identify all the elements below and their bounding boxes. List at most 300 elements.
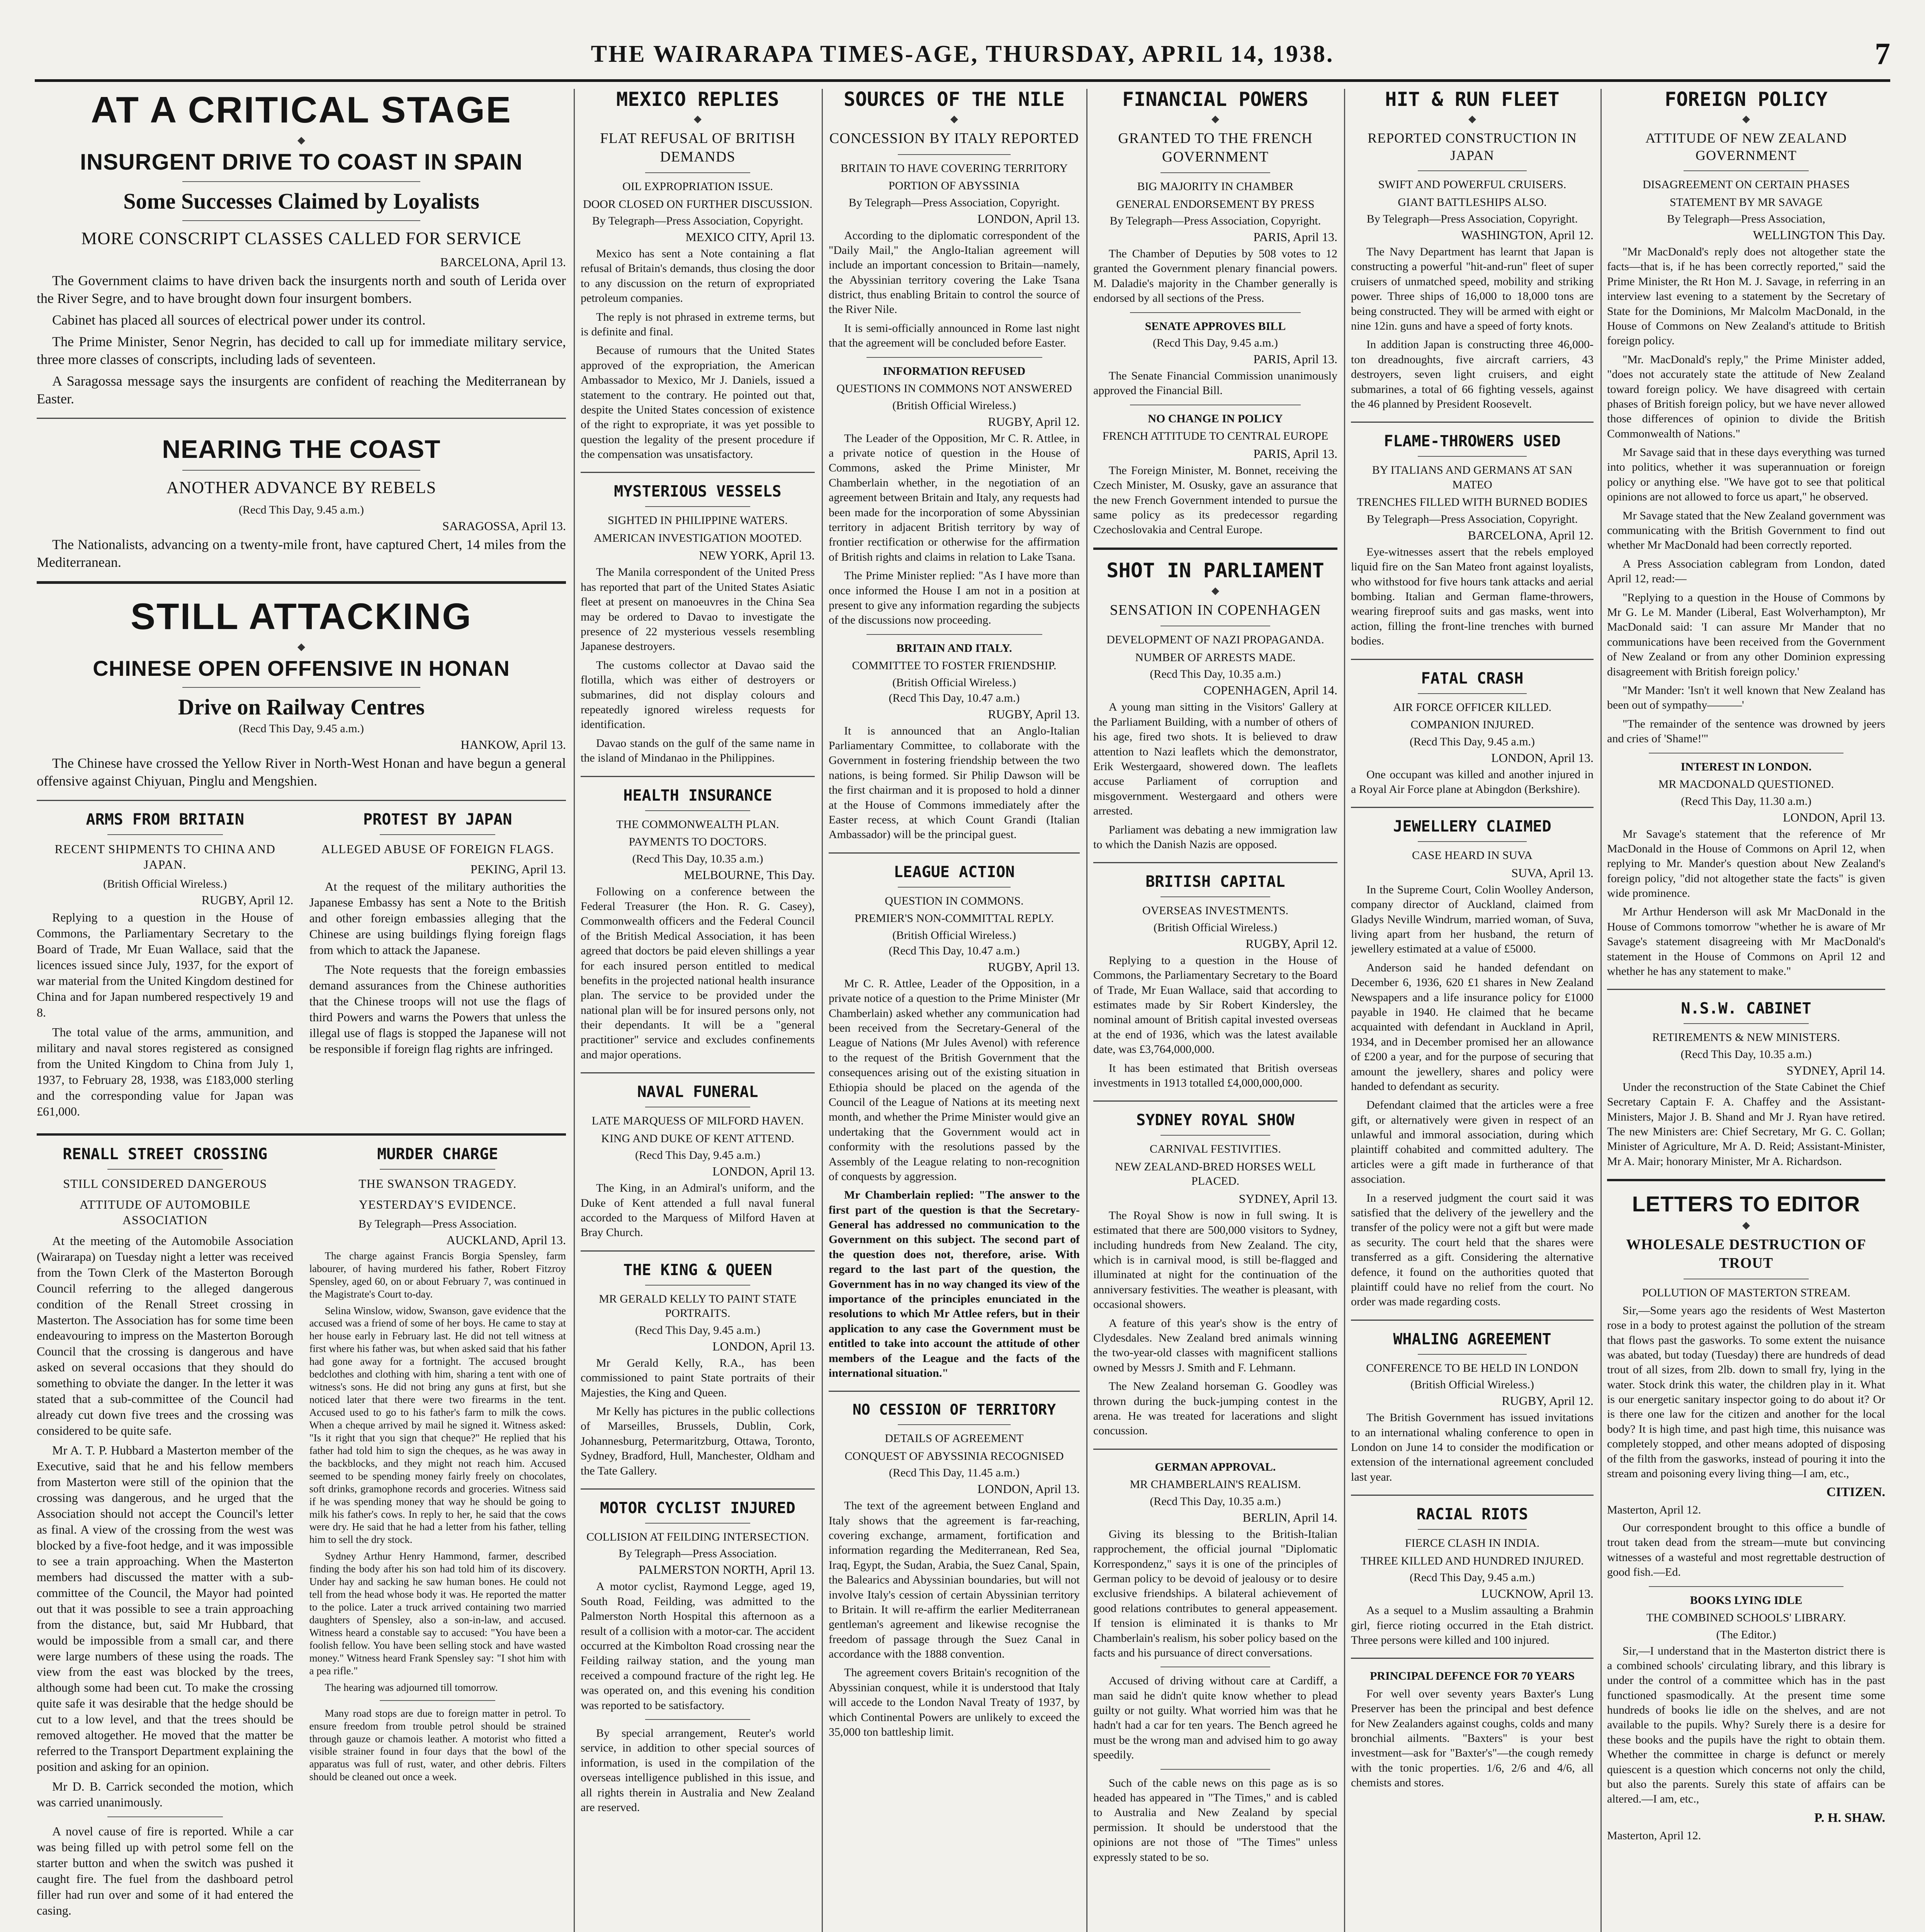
divider-ornament: ◆	[1742, 1219, 1750, 1231]
subheadline: FLAT REFUSAL OF BRITISH DEMANDS	[600, 130, 795, 165]
subheadline: AIR FORCE OFFICER KILLED.	[1393, 701, 1552, 714]
divider	[829, 852, 1080, 854]
subheadline: DEVELOPMENT OF NAZI PROPAGANDA.	[1106, 633, 1324, 646]
received-time: (Recd This Day, 9.45 a.m.)	[238, 503, 364, 517]
subheadline: NUMBER OF ARRESTS MADE.	[1135, 651, 1296, 664]
article-foreign-policy	[1607, 89, 1885, 747]
article-principal-defence	[1351, 1669, 1594, 1790]
article-britain-italy	[829, 641, 1080, 842]
headline: LETTERS TO EDITOR	[1632, 1192, 1860, 1216]
received-time: (Recd This Day, 10.47 a.m.)	[889, 944, 1020, 957]
paragraph: At the request of the military authorities the Japanese Embassy has sent a Note to the British and other foreign embassies alleging that the Chinese are using buildings flying foreign flags from which to attack the Japanese.	[309, 879, 566, 957]
subheadline: ALLEGED ABUSE OF FOREIGN FLAGS.	[321, 842, 554, 856]
paragraph: The Leader of the Opposition, Mr C. R. Attlee, in a private notice of question in the House of Commons, asked the Prime Minister, Mr Chamberlain whether, in the negotiation of an agreement between Britain and Italy, any requests had been made for the incorporation of some Abyssinian territory in adjacent British territory by way of frontier rectification or otherwise for the affirmation of British rights and claims in relation to Lake Tsana.	[829, 432, 1080, 563]
subheadline: DOOR CLOSED ON FURTHER DISCUSSION.	[583, 197, 813, 211]
divider	[182, 220, 421, 221]
paragraph: Such of the cable news on this page as is so headed has appeared in "The Times," and is cabled to Australia and New Zealand by special permission. It should be understood that the opinions are not those of "The Times" unless expressly stated to be so.	[1093, 1776, 1337, 1864]
dateline: PARIS, April 13.	[1253, 352, 1337, 366]
headline: BOOKS LYING IDLE	[1690, 1594, 1803, 1607]
article-still-attacking	[37, 595, 566, 790]
source: (British Official Wireless.)	[103, 878, 227, 891]
subheadline: ANOTHER ADVANCE BY REBELS	[166, 478, 437, 497]
article-no-change	[1093, 412, 1337, 537]
subheadline: STILL CONSIDERED DANGEROUS	[63, 1176, 267, 1190]
subheadline: BY ITALIANS AND GERMANS AT SAN MATEO	[1372, 464, 1573, 491]
subheadline: QUESTIONS IN COMMONS NOT ANSWERED	[836, 382, 1072, 395]
paragraph: The Royal Show is now in full swing. It is estimated that there are 500,000 visitors to Sydney, including hundreds from New Zealand. The city, which is in carnival mood, is still be-flagged and illuminated at night for the continuation of the anniversary festivities. The weather is pleasant, with occasional showers.	[1093, 1209, 1337, 1311]
paragraph: The Senate Financial Commission unanimously approved the Financial Bill.	[1093, 369, 1337, 397]
dateline: HANKOW, April 13.	[460, 738, 566, 752]
divider	[1130, 312, 1301, 313]
headline: MURDER CHARGE	[377, 1145, 498, 1163]
paragraph: Mr Arthur Henderson will ask Mr MacDonald in the House of Commons tomorrow "whether he is aware of Mr Savage's statement disagreeing with Mr MacDonald's statement in the House of Commons on April 12 and whether he has any statement to make."	[1607, 905, 1885, 978]
dateline: BERLIN, April 14.	[1242, 1510, 1337, 1524]
dateline: RUGBY, April 12.	[1245, 936, 1337, 951]
article-shot-in-parliament	[1093, 560, 1337, 852]
dateline: AUCKLAND, April 13.	[446, 1233, 566, 1247]
paragraph: By special arrangement, Reuter's world service, in addition to other special sources of information, is used in the compilation of the overseas intelligence published in this issue, and all rights therein in Australia and New Zealand are reserved.	[581, 1726, 815, 1814]
subheadline: GIANT BATTLESHIPS ALSO.	[1398, 196, 1547, 209]
subheadline: CONCESSION BY ITALY REPORTED	[829, 130, 1079, 146]
source: By Telegraph—Press Association, Copyright.	[1366, 512, 1578, 526]
paragraph: "Mr. MacDonald's reply," the Prime Minister added, "does not accurately state the attitude of New Zealand toward foreign policy. We have disagreed with certain phases of British foreign policy, but we have never allowed those differences of opinion to divide the British Commonwealth of Nations."	[1607, 353, 1885, 440]
headline: THE KING & QUEEN	[623, 1261, 772, 1279]
subheadline: RECENT SHIPMENTS TO CHINA AND JAPAN.	[54, 842, 275, 872]
divider	[1160, 896, 1270, 897]
source: (British Official Wireless.)	[1410, 1378, 1534, 1391]
paragraph: In the Supreme Court, Colin Woolley Anderson, company director of Auckland, claimed from Gladys Neville Windrum, married woman, of Suva, living apart from her husband, the return of jewellery estimated at a value of £5000.	[1351, 883, 1594, 956]
headline: NEARING THE COAST	[162, 435, 441, 464]
subheadline: FRENCH ATTITUDE TO CENTRAL EUROPE	[1102, 430, 1329, 443]
source: By Telegraph—Press Association.	[358, 1217, 517, 1230]
paragraph: The King, in an Admiral's uniform, and the Duke of Kent attended a full naval funeral accorded to the Marquess of Milford Haven at Bray Church.	[581, 1182, 815, 1239]
divider	[581, 472, 815, 473]
column-1	[37, 89, 566, 1932]
divider	[1418, 1529, 1527, 1530]
divider-ornament: ◆	[950, 113, 958, 124]
divider	[1093, 1100, 1337, 1102]
divider	[1418, 170, 1527, 171]
subheadline: CHINESE OPEN OFFENSIVE IN HONAN	[93, 656, 510, 681]
paragraph: The text of the agreement between England and Italy shows that the agreement is far-reaching, covering exchange, armament, fortification and information regarding the Mediterranean, Red Sea, Iraq, Egypt, the Sudan, Arabia, the Suez Canal, Spain, the Balearics and Abyssinian boundaries, but will not involve Italy's cession of certain Abyssinian territory to Britain. It will re-affirm the earlier Mediterranean gentleman's agreement and likewise recognise the freedom of passage through the Suez Canal in accordance with the 1888 convention.	[829, 1499, 1080, 1661]
two-column-block	[37, 811, 566, 1123]
divider	[645, 506, 751, 507]
subheadline: COMMITTEE TO FOSTER FRIENDSHIP.	[852, 659, 1057, 672]
headline: NO CESSION OF TERRITORY	[852, 1401, 1056, 1418]
divider	[1160, 1769, 1270, 1770]
paragraph: "Replying to a question in the House of Commons by Mr G. Le M. Mander (Liberal, East Wolverhampton), Mr MacDonald said: 'I can assure Mr Mander that no communications have been received from the Government of New Zealand or from any other Dominion expressing disagreement with British foreign policy.'	[1607, 591, 1885, 678]
article-critical-stage	[37, 89, 566, 408]
subheadline: OVERSEAS INVESTMENTS.	[1142, 904, 1289, 917]
source: (British Official Wireless.)	[892, 399, 1016, 412]
paragraph: "Mr MacDonald's reply does not altogether state the facts—that is, if he has been correctly reported," said the Prime Minister, the Rt Hon M. J. Savage, in referring in an interview last evening to a statement by the Secretary of State for the Dominions, Mr Malcolm MacDonald, in the House of Commons on New Zealand's attitude to British foreign policy.	[1607, 245, 1885, 347]
divider	[867, 357, 1042, 358]
divider	[645, 172, 751, 173]
paragraph: A young man sitting in the Visitors' Gallery at the Parliament Building, with a number of others of his age, fired two shots. It is believed to draw attention to Nazi leaflets which the demonstrator, Erik Westergaard, showered down. The leaflets accuse Parliament of corruption and misgovernment. Westergaard and others were arrested.	[1093, 701, 1337, 818]
headline: MOTOR CYCLIST INJURED	[600, 1499, 795, 1517]
paragraph: It is semi-officially announced in Rome last night that the agreement will be concluded before Easter.	[829, 321, 1080, 350]
subheadline: LATE MARQUESS OF MILFORD HAVEN.	[591, 1114, 804, 1128]
subheadline: CONQUEST OF ABYSSINIA RECOGNISED	[844, 1449, 1064, 1463]
signature: P. H. SHAW.	[1814, 1810, 1885, 1825]
subheadline: REPORTED CONSTRUCTION IN JAPAN	[1368, 130, 1577, 163]
dateline: PARIS, April 13.	[1253, 230, 1337, 244]
paragraph: The New Zealand horseman G. Goodley was thrown during the buck-jumping contest in the arena. He was treated for lacerations and slight concussion.	[1093, 1380, 1337, 1437]
divider	[898, 1424, 1011, 1425]
subheadline: CONFERENCE TO BE HELD IN LONDON	[1366, 1361, 1578, 1374]
subheadline: PORTION OF ABYSSINIA	[889, 179, 1020, 192]
column-6	[1607, 89, 1885, 1932]
divider-ornament: ◆	[1468, 113, 1476, 124]
article-hit-run-fleet	[1351, 89, 1594, 412]
source: By Telegraph—Press Association.	[618, 1547, 777, 1560]
newspaper-title: THE WAIRARAPA TIMES-AGE, THURSDAY, APRIL 14, 1938.	[591, 41, 1334, 67]
paragraph: The agreement covers Britain's recognition of the Abyssinian conquest, while it is understood that Italy will accede to the London Naval Treaty of 1937, by which Continental Powers are unlikely to exceed the 35,000 ton battleship limit.	[829, 1666, 1080, 1739]
two-column-block	[37, 1146, 566, 1922]
masthead	[35, 37, 1890, 82]
divider	[37, 581, 566, 584]
divider	[380, 1700, 495, 1701]
divider-ornament: ◆	[1211, 585, 1219, 596]
divider-ornament: ◆	[297, 134, 305, 146]
source: By Telegraph—Press Association,	[1667, 213, 1825, 225]
paragraph: The Prime Minister replied: "As I have more than once informed the House I am not in a position at present to give any information regarding the subjects of the discussions now proceeding.	[829, 569, 1080, 627]
subheadline: COMPANION INJURED.	[1410, 718, 1534, 731]
divider	[1351, 659, 1594, 660]
divider	[1418, 1354, 1527, 1355]
divider	[898, 154, 1011, 155]
article-motor-cyclist	[581, 1500, 815, 1815]
divider	[867, 634, 1042, 635]
headline: STILL ATTACKING	[130, 596, 472, 638]
paragraph: Parliament was debating a new immigration law to which the Danish Nazis are opposed.	[1093, 823, 1337, 851]
article-mysterious-vessels	[581, 483, 815, 765]
paragraph: Accused of driving without care at Cardiff, a man said he didn't quite know whether to plead guilty or not guilty. What worried him was that he hadn't had a car for ten years. The Bench agreed he must be the wrong man and advised him to go away speedily.	[1093, 1674, 1337, 1762]
dateline: SYDNEY, April 13.	[1239, 1191, 1337, 1206]
divider	[1351, 1658, 1594, 1659]
headline: AT A CRITICAL STAGE	[91, 89, 512, 131]
column-rule	[1086, 89, 1087, 1932]
subheadline: MR CHAMBERLAIN'S REALISM.	[1130, 1478, 1301, 1491]
headline: FLAME-THROWERS USED	[1384, 432, 1561, 451]
subheadline: MR MACDONALD QUESTIONED.	[1658, 778, 1834, 791]
dateline: LONDON, April 13.	[1491, 750, 1594, 765]
paragraph: The total value of the arms, ammunition, and military and naval stores registered as consigned from the United Kingdom to China from July 1, 1937, to February 28, 1938, was £183,000 sterling and the corresponding value for Japan was £61,000.	[37, 1025, 294, 1118]
subheadline: CASE HEARD IN SUVA	[1412, 849, 1533, 862]
subheadline: BRITAIN TO HAVE COVERING TERRITORY	[840, 162, 1068, 175]
divider	[37, 800, 566, 801]
column-3	[829, 89, 1080, 1932]
divider-ornament: ◆	[1742, 113, 1750, 124]
article-league-action	[829, 864, 1080, 1381]
subheadline: YESTERDAY'S EVIDENCE.	[358, 1197, 517, 1211]
divider	[898, 887, 1011, 888]
divider	[1607, 989, 1885, 990]
paragraph: As a sequel to a Muslim assaulting a Brahmin girl, fierce rioting occurred in the Etah district. Three persons were killed and 100 injured.	[1351, 1604, 1594, 1646]
article-mexico-replies	[581, 89, 815, 462]
source: By Telegraph—Press Association, Copyright.	[1366, 213, 1578, 225]
paragraph: One occupant was killed and another injured in a Royal Air Force plane at Abingdon (Berkshire).	[1351, 768, 1594, 796]
paragraph: It has been estimated that British overseas investments in 1913 totalled £4,000,000,000.	[1093, 1061, 1337, 1090]
paragraph: The customs collector at Davao said the flotilla, which was either of destroyers or submarines, did not display colours and repeatedly ignored wireless requests for identification.	[581, 658, 815, 731]
subheadline: GENERAL ENDORSEMENT BY PRESS	[1116, 197, 1315, 211]
dateline: BARCELONA, April 13.	[440, 255, 566, 269]
paragraph: The Chinese have crossed the Yellow River in North-West Honan and have begun a general offensive against Chiyuan, Pinglu and Mengshien.	[37, 755, 566, 789]
paragraph: Sir,—Some years ago the residents of West Masterton rose in a body to protest against the pollution of the stream that flows past the gasworks. To some extent the nuisance was abated, but today (Tuesday) there are hundreds of dead trout of all sizes, from 2lb. down to small fry, lying in the water. Stock drink this water, the children play in it. What is our energetic sanitary inspector going to do about it? Or is there one law for the citizen and another for the local body? It is high time, and past high time, this nuisance was completely stopped, and other means adopted of disposing of the filth from the gasworks, instead of pouring it into the stream and poisoning every living thing—I am, etc.,	[1607, 1304, 1885, 1480]
paragraph: For well over seventy years Baxter's Lung Preserver has been the principal and best defence for New Zealanders against coughs, colds and many bronchial ailments. "Baxters" is your best investment—ask for "Baxter's"—the cough remedy with the tonic properties. 1/6, 2/6 and 4/6, all chemists and stores.	[1351, 1687, 1594, 1789]
column-rule	[822, 89, 823, 1932]
column-4	[1093, 89, 1337, 1932]
dateline: RUGBY, April 12.	[988, 414, 1080, 429]
divider-ornament: ◆	[297, 641, 305, 653]
received-time: (Recd This Day, 10.47 a.m.)	[889, 691, 1020, 704]
dateline: RUGBY, April 12.	[201, 893, 294, 907]
divider	[1684, 170, 1809, 171]
article-flame-throwers	[1351, 433, 1594, 648]
divider	[182, 470, 421, 471]
subheadline: STATEMENT BY MR SAVAGE	[1670, 196, 1823, 209]
divider	[1418, 456, 1527, 457]
paragraph: The British Government has issued invitations to an international whaling conference to open in London on June 14 to consider the modification or extension of the international agreement concluded last year.	[1351, 1411, 1594, 1483]
paragraph: Mr Savage's statement that the reference of Mr MacDonald in the House of Commons on April 12, when replying to Mr. Mander's question about New Zealand's foreign policy, "did not altogether state the facts" is given wide prominence.	[1607, 827, 1885, 900]
column-5	[1351, 89, 1594, 1932]
subheadline: SENSATION IN COPENHAGEN	[1109, 602, 1321, 618]
editor-note: Our correspondent brought to this office a bundle of trout taken dead from the stream—mute but convincing witnesses of a wasteful and most regrettable destruction of good fish.—Ed.	[1607, 1521, 1885, 1579]
divider	[581, 1488, 815, 1490]
headline: HIT & RUN FLEET	[1385, 89, 1560, 111]
paragraph: The Foreign Minister, M. Bonnet, receiving the Czech Minister, M. Osusky, gave an assurance that the new French Government intended to pursue the same policy as its predecessor regarding Czechoslovakia and Central Europe.	[1093, 464, 1337, 536]
subheadline: INSURGENT DRIVE TO COAST IN SPAIN	[80, 150, 523, 175]
article-renall-street	[37, 1146, 293, 1922]
subheadline: GRANTED TO THE FRENCH GOVERNMENT	[1118, 130, 1313, 165]
paragraph: Replying to a question in the House of Commons, the Parliamentary Secretary to the Board of Trade, Mr Euan Wallace, said that according to estimates made by Sir Robert Kindersley, the nominal amount of British capital invested overseas at the end of 1936, which was the latest available date, was £3,764,000,000.	[1093, 954, 1337, 1056]
divider-ornament: ◆	[1211, 113, 1219, 124]
divider	[1093, 1449, 1337, 1450]
paragraph: Mr C. R. Attlee, Leader of the Opposition, in a private notice of a question to the Prime Minister (Mr Chamberlain) asked whether any communication had been received from the Secretary-General of the League of Nations (Mr Jules Avenol) with reference to the request of the British Government that the consequences arising out of the existing situation in Ethiopia should be placed on the agenda of the Council of the League of Nations at its meeting next month, and whether the Prime Minister would give an undertaking that the Government would act in conformity with the resolutions passed by the Assembly of the League relating to non-recognition of conquests by aggression.	[829, 977, 1080, 1183]
letter-date: Masterton, April 12.	[1607, 1829, 1701, 1842]
headline: PRINCIPAL DEFENCE FOR 70 YEARS	[1369, 1670, 1575, 1683]
headline: SHOT IN PARLIAMENT	[1106, 559, 1324, 582]
subheadline: PREMIER'S NON-COMMITTAL REPLY.	[855, 912, 1054, 925]
paragraph: Mr Kelly has pictures in the public collections of Marseilles, Brussels, Dublin, Cork, Johannesburg, Petermaritzburg, Ottawa, Toronto, Sydney, Bradford, Hull, Manchester, Oldham and the Tate Gallery.	[581, 1405, 815, 1477]
dateline: MEXICO CITY, April 13.	[685, 230, 815, 244]
article-jewellery-claimed	[1351, 818, 1594, 1309]
divider	[1351, 422, 1594, 423]
source: (British Official Wireless.)	[1153, 921, 1278, 934]
article-nsw-cabinet	[1607, 1000, 1885, 1169]
headline: GERMAN APPROVAL.	[1155, 1460, 1276, 1473]
divider	[1418, 841, 1527, 842]
subheadline: ATTITUDE OF AUTOMOBILE ASSOCIATION	[79, 1197, 251, 1227]
headline: SYDNEY ROYAL SHOW	[1136, 1111, 1295, 1129]
paragraph: A feature of this year's show is the entry of Clydesdales. New Zealand bred animals winning the two-year-old classes with magnificent stallions owned by Messrs J. Smith and F. Lehmann.	[1093, 1316, 1337, 1374]
divider	[1607, 1179, 1885, 1181]
dateline: SARAGOSSA, April 13.	[442, 519, 566, 533]
headline: MEXICO REPLIES	[616, 89, 779, 111]
column-rule	[1344, 89, 1345, 1932]
dateline: LONDON, April 13.	[712, 1339, 815, 1353]
paragraph: A novel cause of fire is reported. While a car was being filled up with petrol some fell on the starter button and when the switch was pushed it caught fire. The fuel from the dashboard petrol filler had run over and some of it had entered the casing.	[37, 1824, 294, 1917]
dateline: PARIS, April 13.	[1253, 446, 1337, 461]
dateline: WELLINGTON This Day.	[1753, 228, 1885, 242]
headline: SOURCES OF THE NILE	[844, 89, 1065, 111]
subheadline: MORE CONSCRIPT CLASSES CALLED FOR SERVICE	[81, 228, 522, 248]
subheadline: DISAGREEMENT ON CERTAIN PHASES	[1642, 178, 1850, 191]
signature: CITIZEN.	[1826, 1485, 1885, 1500]
subheadline: QUESTION IN COMMONS.	[885, 894, 1024, 907]
paragraph: The hearing was adjourned till tomorrow.	[325, 1681, 498, 1693]
received-time: (Recd This Day, 9.45 a.m.)	[635, 1149, 761, 1162]
column-2	[581, 89, 815, 1932]
paragraph: In a reserved judgment the court said it was satisfied that the delivery of the jewellery and the transfer of the policy were not a gift but were made as security. The court held that the shares were transferred as a gift. Considering the alternative defence, it found on the authorities quoted that plaintiff could have no relief from the court. No order was made regarding costs.	[1351, 1191, 1594, 1308]
page-number: 7	[1875, 37, 1890, 71]
subheadline: RETIREMENTS & NEW MINISTERS.	[1652, 1031, 1840, 1044]
source: By Telegraph—Press Association, Copyright.	[592, 214, 804, 227]
received-time: (Recd This Day, 9.45 a.m.)	[1152, 337, 1278, 350]
headline: BRITAIN AND ITALY.	[896, 641, 1012, 655]
paragraph: The Nationalists, advancing on a twenty-mile front, have captured Chert, 14 miles from the Mediterranean.	[37, 537, 566, 570]
article-king-queen	[581, 1262, 815, 1478]
subheadline: NEW ZEALAND-BRED HORSES WELL PLACED.	[1115, 1160, 1316, 1188]
received-time: (Recd This Day, 11.45 a.m.)	[889, 1466, 1019, 1480]
paragraph: Replying to a question in the House of Commons, the Parliamentary Secretary to the Board of Trade, Mr Euan Wallace, said that the licences issued since July, 1937, for the export of war material from the United Kingdom destined for China and for Japan numbered respectively 19 and 8.	[37, 910, 294, 1020]
divider	[581, 1250, 815, 1252]
divider	[1093, 862, 1337, 863]
divider-ornament: ◆	[694, 113, 702, 124]
headline: FATAL CRASH	[1421, 669, 1524, 687]
headline: JEWELLERY CLAIMED	[1393, 818, 1551, 836]
divider	[1418, 693, 1527, 694]
paragraph: The Chamber of Deputies by 508 votes to 12 granted the Government plenary financial powers. M. Daladie's majority in the Chamber generally is endorsed by all sections of the Press.	[1093, 247, 1337, 305]
subheadline: MR GERALD KELLY TO PAINT STATE PORTRAITS.	[599, 1292, 797, 1320]
dateline: RUGBY, April 13.	[988, 707, 1080, 721]
headline: FOREIGN POLICY	[1665, 89, 1828, 111]
divider	[37, 418, 566, 419]
dateline: SUVA, April 13.	[1511, 866, 1594, 880]
subheadline: THREE KILLED AND HUNDRED INJURED.	[1361, 1554, 1584, 1567]
dateline: COPENHAGEN, April 14.	[1203, 683, 1337, 697]
paragraph: Mr Gerald Kelly, R.A., has been commissioned to paint State portraits of their Majesties, the King and Queen.	[581, 1356, 815, 1399]
paragraph: "Mr Mander: 'Isn't it well known that New Zealand has been out of sympathy———'	[1607, 684, 1885, 712]
article-british-capital	[1093, 873, 1337, 1090]
paragraph: The charge against Francis Borgia Spensley, farm labourer, of having murdered his father, Robert Fitzroy Spensley, aged 60, on or about February 7, was continued in the Magistrate's Court to-day.	[309, 1250, 566, 1300]
divider	[182, 181, 421, 182]
letter-date: Masterton, April 12.	[1607, 1503, 1701, 1517]
divider	[1351, 1495, 1594, 1496]
dateline: RUGBY, April 12.	[1502, 1394, 1594, 1408]
article-fatal-crash	[1351, 670, 1594, 797]
paragraph: Mexico has sent a Note containing a flat refusal of Britain's demands, thus closing the door to any discussion on the return of expropriated petroleum companies.	[581, 247, 815, 305]
headline: PROTEST BY JAPAN	[363, 811, 512, 829]
headline: FINANCIAL POWERS	[1122, 89, 1308, 111]
paragraph: Mr A. T. P. Hubbard a Masterton member of the Executive, said that he and his fellow members from Masterton were still of the opinion that the crossing was dangerous, and he urged that the Association should not accept the Council's letter as final. A view of the crossing from the west was blocked by a five-foot hedge, and it was impossible to see a train approaching. When the Masterton members had discussed the matter with a sub-committee of the Council, the Mayor had pointed out that it was possible to see a train approaching from the distance, but, said Mr Hubbard, that would be impossible from a small car, and there were large numbers of these using the roads. The view from the east was blocked by the trees, although some had been cut. To make the crossing quite safe it was desirable that the hedge should be cut to a low level, and that the trees should be removed altogether. He moved that the matter be referred to the Transport Department explaining the position and asking for an opinion.	[37, 1443, 294, 1774]
source: (British Official Wireless.)	[892, 676, 1016, 689]
article-murder-charge	[309, 1146, 566, 1922]
subheadline: THE SWANSON TRAGEDY.	[358, 1176, 517, 1190]
dateline: PEKING, April 13.	[470, 862, 566, 876]
column-rule	[1600, 89, 1602, 1932]
article-protest-by-japan	[309, 811, 566, 1123]
paragraph: Under the reconstruction of the State Cabinet the Chief Secretary Captain F. A. Chaffey and the Assistant-Ministers, Major J. B. Shand and Mr J. Ryan have retired. The new Ministers are: Chief Secretary, Mr G. C. Gollan; Minister of Agriculture, Mr A. D. Reid; Assistant-Minister, Mr A. Mair; honorary Minister, Mr A. Richardson.	[1607, 1080, 1885, 1168]
paragraph: Giving its blessing to the British-Italian rapprochement, the official journal "Diplomatic Korrespondenz," says it is one of the principles of German policy to be devoid of jealousy or to desire exclusive friendships. A bilateral achievement of good relations contributes to general appeasement. If tension is eliminated it is thanks to Mr Chamberlain's realism, his sober policy based on the facts and his pursuance of direct conversations.	[1093, 1527, 1337, 1659]
paragraph: Anderson said he handed defendant on December 6, 1936, 620 £1 shares in New Zealand Newspapers and a life insurance policy for £1000 payable in 1940. He claimed that he became acquainted with defendant in Auckland in April, 1934, and in December promised her an allowance of £200 a year, and for the purpose of securing that amount the jewellery, shares and policy were handed to defendant as security.	[1351, 961, 1594, 1093]
source: (British Official Wireless.)	[892, 929, 1016, 942]
paragraph: A motor cyclist, Raymond Legge, aged 19, South Road, Feilding, was admitted to the Palmerston North Hospital this afternoon as a result of a collision with a motor-car. The accident occurred at the Kimbolton Road crossing near the Feilding railway station, and the young man received a compound fracture of the right leg. He was operated on, and this evening his condition was reported to be satisfactory.	[581, 1580, 815, 1712]
article-books-lying-idle	[1607, 1593, 1885, 1843]
received-time: (Recd This Day, 9.45 a.m.)	[635, 1323, 761, 1337]
received-time: (Recd This Day, 9.45 a.m.)	[1409, 735, 1535, 748]
article-german-approval	[1093, 1460, 1337, 1865]
subheadline: SWIFT AND POWERFUL CRUISERS.	[1378, 178, 1567, 191]
article-whaling-agreement	[1351, 1331, 1594, 1485]
paragraph: According to the diplomatic correspondent of the "Daily Mail," the Anglo-Italian agreement will include an important concession to Britain—namely, the Abyssinian territory covering the Lake Tsana district, thus enabling Britain to control the source of the River Nile.	[829, 229, 1080, 316]
headline: BRITISH CAPITAL	[1145, 873, 1285, 891]
headline: WHALING AGREEMENT	[1393, 1330, 1551, 1348]
dateline: PALMERSTON NORTH, April 13.	[639, 1563, 815, 1577]
paragraph: A Saragossa message says the insurgents are confident of reaching the Mediterranean by Easter.	[37, 373, 566, 406]
paragraph: The Navy Department has learnt that Japan is constructing a powerful "hit-and-run" fleet of super cruisers of unmatched speed, mobility and striking power. Three ships of 16,000 to 18,000 tons are being constructed. They will be armed with eight or nine 12in. guns and have a speed of forty knots.	[1351, 245, 1594, 332]
dateline: LONDON, April 13.	[977, 1482, 1080, 1496]
subheadline: BIG MAJORITY IN CHAMBER	[1137, 180, 1294, 193]
headline: N.S.W. CABINET	[1681, 1000, 1811, 1018]
dateline: LONDON, April 13.	[977, 211, 1080, 226]
dateline: LONDON, April 13.	[712, 1164, 815, 1179]
headline: LEAGUE ACTION	[894, 863, 1015, 881]
subheadline: DETAILS OF AGREEMENT	[885, 1432, 1024, 1445]
headline: ARMS FROM BRITAIN	[86, 811, 244, 829]
article-racial-riots	[1351, 1506, 1594, 1648]
subheadline: POLLUTION OF MASTERTON STREAM.	[1642, 1286, 1850, 1299]
divider	[37, 1133, 566, 1136]
paragraph: Because of rumours that the United States approved of the expropriation, the American Ambassador to Mexico, Mr J. Daniels, issued a statement to the contrary. He pointed out that, despite the United States concession of existence of the right to expropriate, it was yet possible to question the legality of the present procedure if the compensation was unsatisfactory.	[581, 344, 815, 461]
dateline: LUCKNOW, April 13.	[1481, 1587, 1594, 1601]
received-time: (Recd This Day, 10.35 a.m.)	[1150, 668, 1281, 681]
divider	[1351, 807, 1594, 808]
headline: HEALTH INSURANCE	[623, 786, 772, 804]
subheadline: CARNIVAL FESTIVITIES.	[1149, 1143, 1281, 1156]
paragraph: Davao stands on the gulf of the same name in the island of Mindanao in the Philippines.	[581, 736, 815, 765]
article-nearing-coast	[37, 434, 566, 571]
paragraph: The reply is not phrased in extreme terms, but is definite and final.	[581, 310, 815, 338]
article-no-cession	[829, 1402, 1080, 1740]
divider	[1093, 548, 1337, 550]
article-interest-london	[1607, 760, 1885, 979]
divider	[107, 1169, 223, 1170]
received-time: (Recd This Day, 10.35 a.m.)	[632, 852, 763, 865]
dateline: WASHINGTON, April 12.	[1461, 228, 1594, 242]
paragraph: Cabinet has placed all sources of electrical power under its control.	[52, 312, 426, 328]
source: By Telegraph—Press Association, Copyright.	[848, 196, 1060, 209]
received-time: (Recd This Day, 9.45 a.m.)	[1409, 1571, 1535, 1584]
subheadline: OIL EXPROPRIATION ISSUE.	[622, 180, 773, 193]
paragraph: Sydney Arthur Henry Hammond, farmer, described finding the body after his son had told him of its discovery. Under hay and sacking he saw human bones. He could not tell from the head whose body it was. He reported the matter to the police. Later a truck arrived containing two married daughters of Spensley, also a son-in-law, and accused. Witness heard a constable say to accused: "You have been a foolish fellow. You have been selling stock and have wasted money." Witness heard Frank Spensley say: "I shot him with a pea rifle."	[309, 1550, 566, 1677]
divider	[380, 834, 495, 835]
headline: SENATE APPROVES BILL	[1145, 320, 1286, 333]
paragraph: Selina Winslow, widow, Swanson, gave evidence that the accused was a friend of some of her boys. He came to stay at her house early in February last. He did not tell witness at first where his father was, but when asked said that his father had gone away for a fortnight. The accused brought bedclothes and clothing with him, sharing a tent with one of witness's sons. He did not bring any guns at first, but she noticed later that there were two firearms in the tent. Accused used to go to his father's farm to milk the cows. When a cheque arrived by mail he signed it. Witness asked: "Is it right that you sign that cheque?" He replied that his father had told him to sign the cheques, as he was away in the backblocks, and they might not reach him. Accused seemed to be spending money fairly freely on chocolates, soft drinks, gramophone records and groceries. Witness said if he was spending money that way he should be going to milk his father's cows. In reply to her, he said that the cows were dry. He said that he had a letter from his father, telling him to sell the dry stock.	[309, 1304, 566, 1546]
paragraph: It is announced that an Anglo-Italian Parliamentary Committee, to collaborate with the Government in fostering friendship between the two nations, is being formed. Sir Philip Dawson will be the first chairman and it is proposed to hold a dinner at the House of Commons immediately after the Easter recess, at which Count Grandi (Italian Ambassador) will be the principal guest.	[829, 724, 1080, 841]
subheadline: ATTITUDE OF NEW ZEALAND GOVERNMENT	[1645, 130, 1847, 163]
received-time: (Recd This Day, 9.45 a.m.)	[238, 722, 364, 735]
paragraph: In addition Japan is constructing three 46,000-ton dreadnoughts, five aircraft carriers, 43 destroyers, seven light cruisers, and eight submarines, a total of 66 fighting vessels, against the 46 planned by President Roosevelt.	[1351, 338, 1594, 410]
subheadline: Some Successes Claimed by Loyalists	[123, 189, 479, 214]
article-sources-of-nile	[829, 89, 1080, 351]
dateline: LONDON, April 13.	[1783, 810, 1885, 824]
source: By Telegraph—Press Association, Copyright.	[1109, 214, 1321, 227]
paragraph: The Government claims to have driven back the insurgents north and south of Lerida over the River Segre, and to have brought down four insurgent bombers.	[37, 272, 566, 306]
received-time: (Recd This Day, 10.35 a.m.)	[1680, 1048, 1812, 1061]
dateline: MELBOURNE, This Day.	[684, 867, 815, 882]
article-financial-powers	[1093, 89, 1337, 306]
